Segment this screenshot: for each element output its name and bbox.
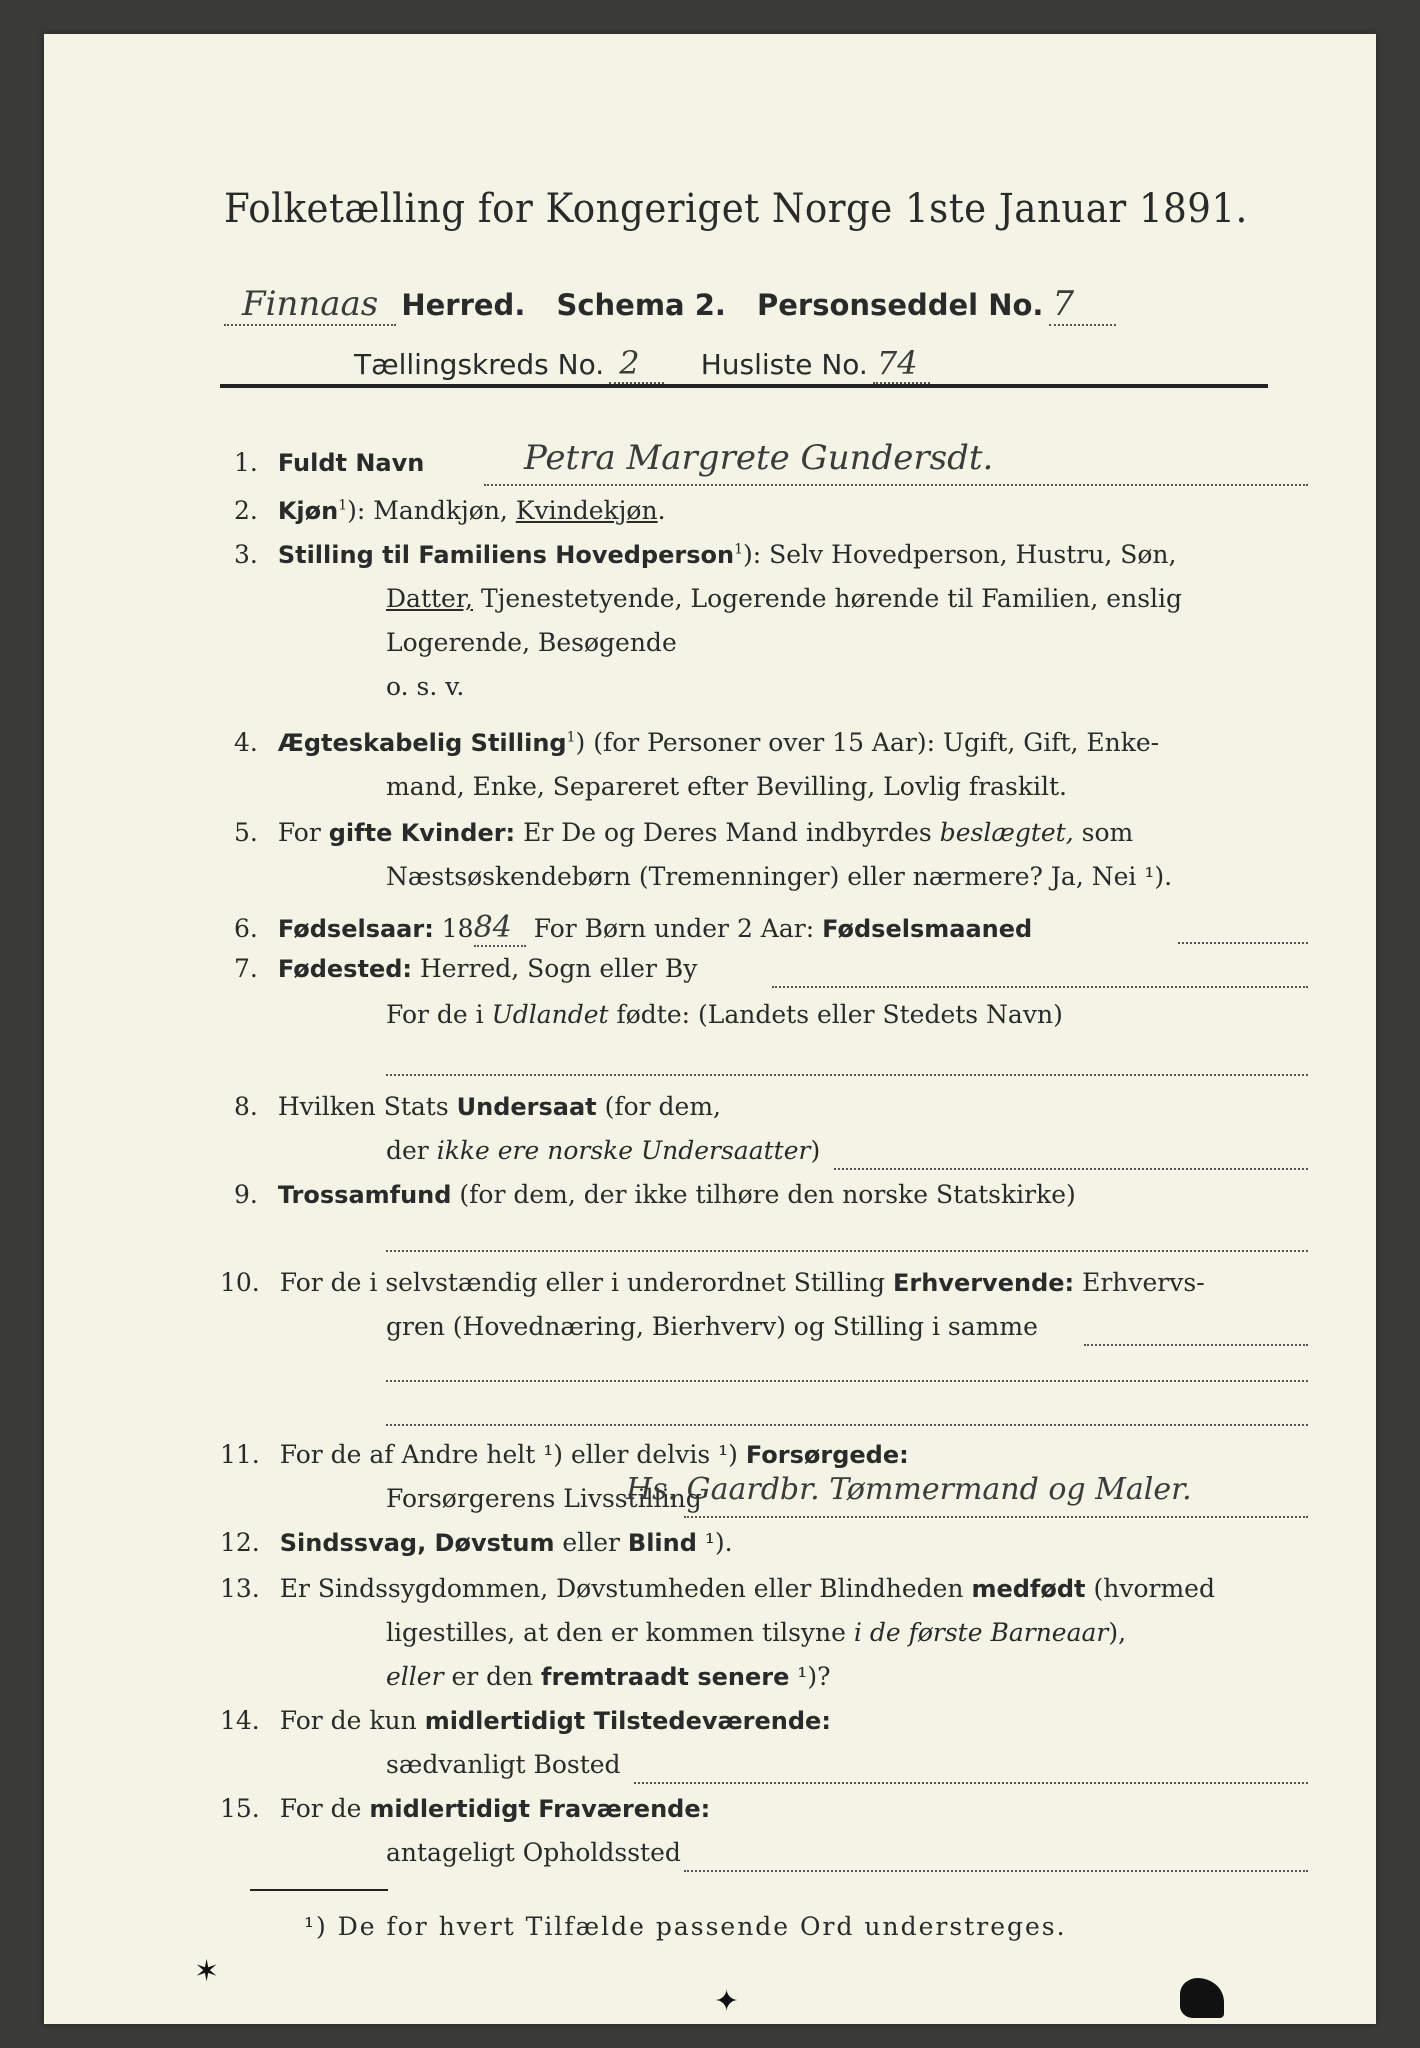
q10-row-1 [220,1268,1205,1297]
q8-text-2b: ) [810,1136,821,1165]
q8-fill-line [834,1168,1308,1170]
q5-row-1 [234,818,1133,847]
q10-text-1: Erhvervs- [1074,1268,1205,1297]
census-form [44,34,1376,2024]
q6-prefix: 18 [433,914,474,943]
q4-number: 4. [234,728,258,757]
schema-label: Schema 2. [556,288,726,322]
q2-sup: 1 [338,497,348,514]
q13-row-2 [386,1618,1126,1647]
q2-number: 2. [234,496,258,525]
q7-text-1: Herred, Sogn eller By [412,954,698,983]
q10-fill-line [1084,1344,1308,1346]
q7-row-1 [234,954,697,983]
footnote: ¹) De for hvert Tilfælde passende Ord understreges. [304,1912,1067,1941]
q13-text-2b: ), [1108,1618,1127,1647]
q13-label: medfødt [971,1575,1086,1603]
q4-text-1: ) (for Personer over 15 Aar): Ugift, Gift, Enke- [575,728,1160,757]
q11-label: Forsørgede: [745,1441,909,1469]
q13-text-1a: Er Sindssygdommen, Døvstumheden eller Blindheden [279,1574,972,1603]
q8-number: 8. [234,1092,258,1121]
q2-row [234,496,666,525]
q5-label: gifte Kvinder: [328,819,516,847]
q14-number: 14. [220,1706,260,1735]
q13-row-1 [220,1574,1215,1603]
q15-row-2: antageligt Opholdssted [386,1838,681,1867]
q2-text: ): Mandkjøn, [347,496,516,525]
header-rule [220,384,1268,388]
q10-label: Erhvervende: [892,1269,1075,1297]
q5-number: 5. [234,818,258,847]
q13-row-3 [386,1662,831,1691]
q15-lead: For de [279,1794,370,1823]
q3-text-2: Tjenestetyende, Logerende hørende til Familien, enslig [473,584,1183,613]
q7-row-2 [386,1000,1063,1029]
q7-fill-line-2 [386,1074,1308,1076]
q3-text-1: ): Selv Hovedperson, Hustru, Søn, [743,540,1177,569]
q3-number: 3. [234,540,258,569]
q8-italic: ikke ere norske Undersaatter [436,1136,811,1165]
q3-row-3: Logerende, Besøgende [386,628,677,657]
q13-number: 13. [220,1574,260,1603]
personseddel-label: Personseddel No. [757,288,1044,322]
q13-italic-2: eller [386,1662,444,1691]
q13-label-2: fremtraadt senere [541,1663,790,1691]
q11-fill-line [684,1516,1308,1518]
q14-fill-line [634,1782,1308,1784]
personseddel-value: 7 [1049,284,1117,326]
q12-end: ¹). [696,1528,733,1557]
herred-label: Herred. [401,288,526,322]
q13-text-3a: er den [443,1662,542,1691]
q13-text-1b: (hvormed [1085,1574,1215,1603]
q8-text-2a: der [386,1136,437,1165]
q7-label: Fødested: [277,955,412,983]
q6-value: 84 [474,910,526,947]
q5-end: som [1073,818,1134,847]
footnote-rule [250,1889,388,1891]
herred-value: Finnaas [224,284,396,326]
q4-sup: 1 [566,729,576,746]
q9-fill-line [386,1250,1308,1252]
q11-text-1: For de af Andre helt ¹) eller delvis ¹) [279,1440,746,1469]
q14-row-1 [220,1706,831,1735]
q8-label: Undersaat [456,1093,597,1121]
q10-number: 10. [220,1268,260,1297]
q9-label: Trossamfund [277,1181,452,1209]
q12-mid: eller [554,1528,628,1557]
q13-text-2a: ligestilles, at den er kommen tilsyne [386,1618,854,1647]
q12-row [220,1528,733,1557]
q11-number: 11. [220,1440,260,1469]
q10-lead: For de i selvstændig eller i underordnet Stilling [279,1268,893,1297]
q6-label-2: Fødselsmaaned [822,915,1033,943]
q11-value: Hs. Gaardbr. Tømmermand og Maler. [626,1472,1192,1507]
q8-row-2 [386,1136,820,1165]
q4-row-2: mand, Enke, Separeret efter Bevilling, Lovlig fraskilt. [386,772,1067,801]
q9-text: (for dem, der ikke tilhøre den norske Statskirke) [451,1180,1076,1209]
q5-lead: For [277,818,329,847]
q11-row-2: Forsørgerens Livsstilling [386,1484,702,1513]
q3-row-4: o. s. v. [386,672,465,701]
q5-italic: beslægtet, [939,818,1074,847]
q15-number: 15. [220,1794,260,1823]
q6-fill-line [1178,942,1308,944]
q13-text-3b: ¹)? [789,1662,831,1691]
form-title: Folketælling for Kongeriget Norge 1ste Januar 1891. [224,186,1248,232]
q6-number: 6. [234,914,258,943]
q8-lead: Hvilken Stats [277,1092,457,1121]
q14-label: midlertidigt Tilstedeværende: [424,1707,831,1735]
q14-lead: For de kun [279,1706,425,1735]
q2-label: Kjøn [277,497,339,525]
q10-row-2: gren (Hovednæring, Bierhverv) og Stilling i samme [386,1312,1038,1341]
q1-number: 1. [234,448,258,477]
q4-label: Ægteskabelig Stilling [277,729,567,757]
q1-value: Petra Margrete Gundersdt. [524,438,994,478]
q4-row-1 [234,728,1159,757]
q6-mid: For Børn under 2 Aar: [525,914,823,943]
husliste-label: Husliste No. [700,348,868,381]
ink-mark-center: ✦ [714,1984,740,2019]
q1-row [234,448,424,477]
q3-sup: 1 [734,541,744,558]
q5-text-1: Er De og Deres Mand indbyrdes [515,818,940,847]
q12-label-a: Sindssvag, Døvstum [279,1529,555,1557]
q3-label: Stilling til Familiens Hovedperson [277,541,735,569]
q2-underlined-option: Kvindekjøn [515,496,658,525]
q13-italic: i de første Barneaar [853,1618,1109,1647]
header-row-2 [354,344,930,384]
q3-underlined-option: Datter, [386,584,473,613]
q9-row [234,1180,1076,1209]
q5-row-2: Næstsøskendebørn (Tremenninger) eller nærmere? Ja, Nei ¹). [386,862,1173,891]
q9-number: 9. [234,1180,258,1209]
q8-text-1: (for dem, [596,1092,721,1121]
q10-fill-line-3 [386,1424,1308,1426]
q14-row-2: sædvanligt Bosted [386,1750,621,1779]
q6-label: Fødselsaar: [277,915,434,943]
q15-fill-line [684,1870,1308,1872]
q3-row-1 [234,540,1176,569]
q3-row-2 [386,584,1182,613]
q12-label-b: Blind [627,1529,697,1557]
q1-fill-line [484,484,1308,486]
q7-number: 7. [234,954,258,983]
q8-row-1 [234,1092,721,1121]
ink-blot-corner [1180,1978,1224,2018]
ink-mark-left: ✶ [194,1954,220,1989]
q7-italic: Udlandet [491,1000,609,1029]
kreds-label: Tællingskreds No. [354,348,605,381]
q7-text-2a: For de i [386,1000,492,1029]
q10-fill-line-2 [386,1380,1308,1382]
q7-text-2b: fødte: (Landets eller Stedets Navn) [608,1000,1063,1029]
q6-row [234,910,1032,947]
q15-label: midlertidigt Fraværende: [369,1795,711,1823]
kreds-value: 2 [609,344,663,384]
q7-fill-line [772,986,1308,988]
q2-end: . [657,496,666,525]
q11-row-1 [220,1440,909,1469]
q1-label: Fuldt Navn [277,449,425,477]
husliste-value: 74 [873,344,930,384]
q15-row-1 [220,1794,710,1823]
q12-number: 12. [220,1528,260,1557]
header-row-1 [224,284,1116,326]
